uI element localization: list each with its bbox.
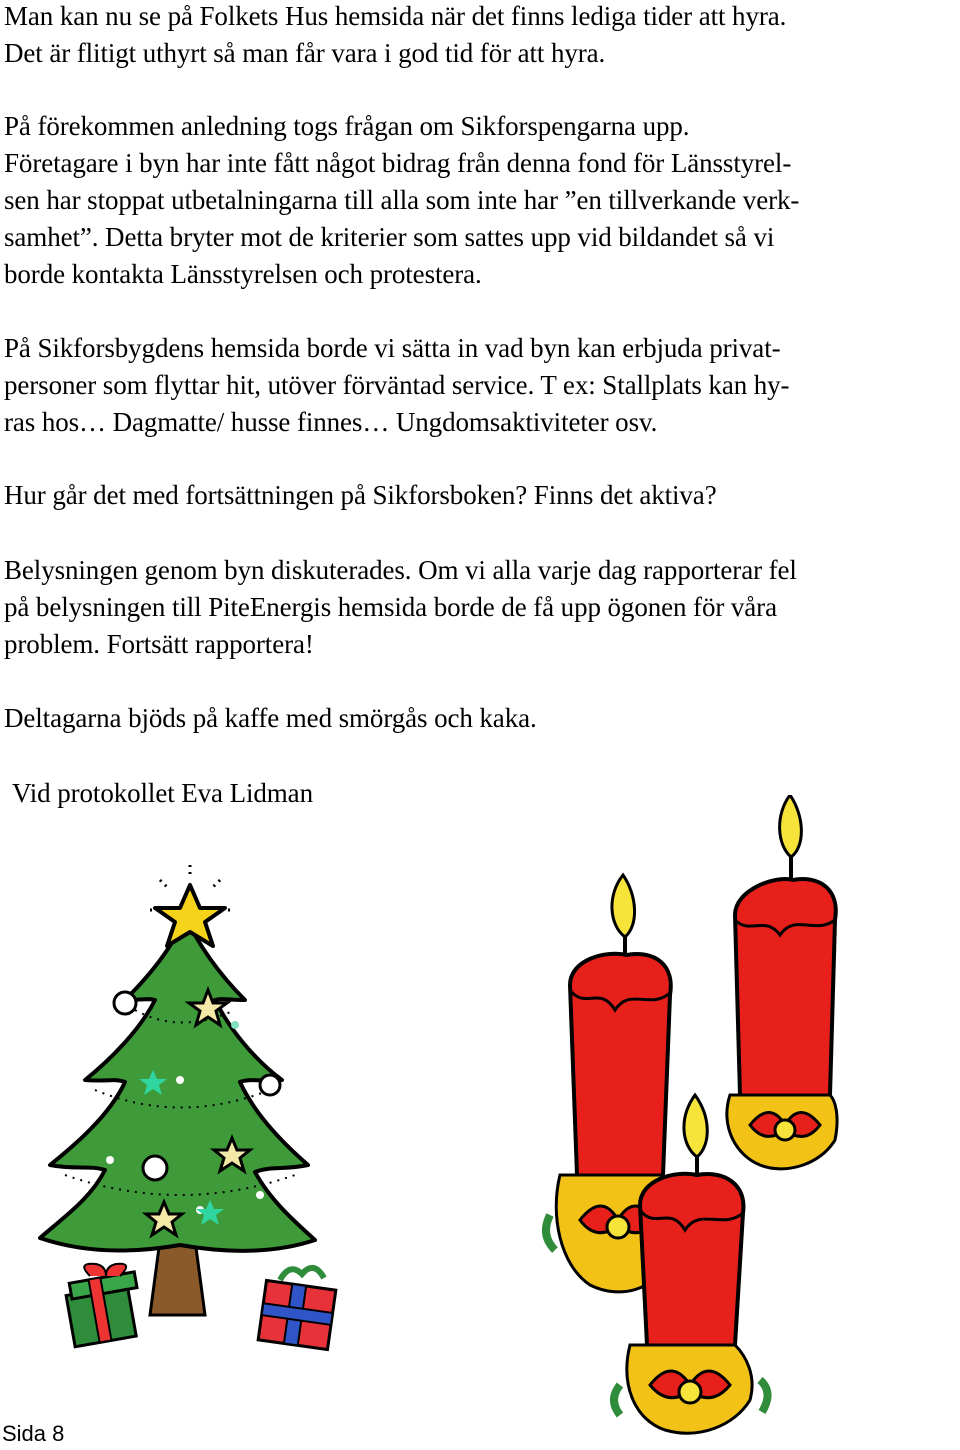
text-line: Deltagarna bjöds på kaffe med smörgås och kaka. xyxy=(4,703,537,733)
text-line: Hur går det med fortsättningen på Sikforsboken? Finns det aktiva? xyxy=(4,480,717,510)
signature-text: Vid protokollet Eva Lidman xyxy=(12,778,313,808)
text-line: samhet”. Detta bryter mot de kriterier som sattes upp vid bildandet så vi xyxy=(4,222,775,252)
paragraph-hemsida xyxy=(4,330,789,441)
page-number: Sida 8 xyxy=(2,1421,65,1446)
paragraph-sikforspengarna xyxy=(4,108,799,293)
text-line: sen har stoppat utbetalningarna till alla som inte har ”en tillverkande verk- xyxy=(4,185,800,215)
christmas-tree-icon xyxy=(30,860,340,1360)
text-line: Det är flitigt uthyrt så man får vara i god tid för att hyra. xyxy=(4,38,606,68)
text-line: problem. Fortsätt rapportera! xyxy=(4,629,314,659)
advent-candles-icon xyxy=(535,795,845,1435)
paragraph-folkets-hus xyxy=(4,0,786,72)
text-line: Man kan nu se på Folkets Hus hemsida när det finns lediga tider att hyra. xyxy=(4,1,787,31)
signature xyxy=(12,775,313,812)
text-line: på belysningen till PiteEnergis hemsida borde de få upp ögonen för våra xyxy=(4,592,777,622)
paragraph-belysning xyxy=(4,552,797,663)
text-line: borde kontakta Länsstyrelsen och protestera. xyxy=(4,259,482,289)
candle-right xyxy=(727,795,837,1169)
paragraph-sikforsboken xyxy=(4,477,717,514)
text-line: På förekommen anledning togs frågan om Sikforspengarna upp. xyxy=(4,111,690,141)
text-line: ras hos… Dagmatte/ husse finnes… Ungdomsaktiviteter osv. xyxy=(4,407,658,437)
text-line: Belysningen genom byn diskuterades. Om vi alla varje dag rapporterar fel xyxy=(4,555,797,585)
text-line: Företagare i byn har inte fått något bidrag från denna fond för Länsstyrel- xyxy=(4,148,792,178)
text-line: På Sikforsbygdens hemsida borde vi sätta in vad byn kan erbjuda privat- xyxy=(4,333,781,363)
text-line: personer som flyttar hit, utöver förväntad service. T ex: Stallplats kan hy- xyxy=(4,370,790,400)
paragraph-fika xyxy=(4,700,537,737)
